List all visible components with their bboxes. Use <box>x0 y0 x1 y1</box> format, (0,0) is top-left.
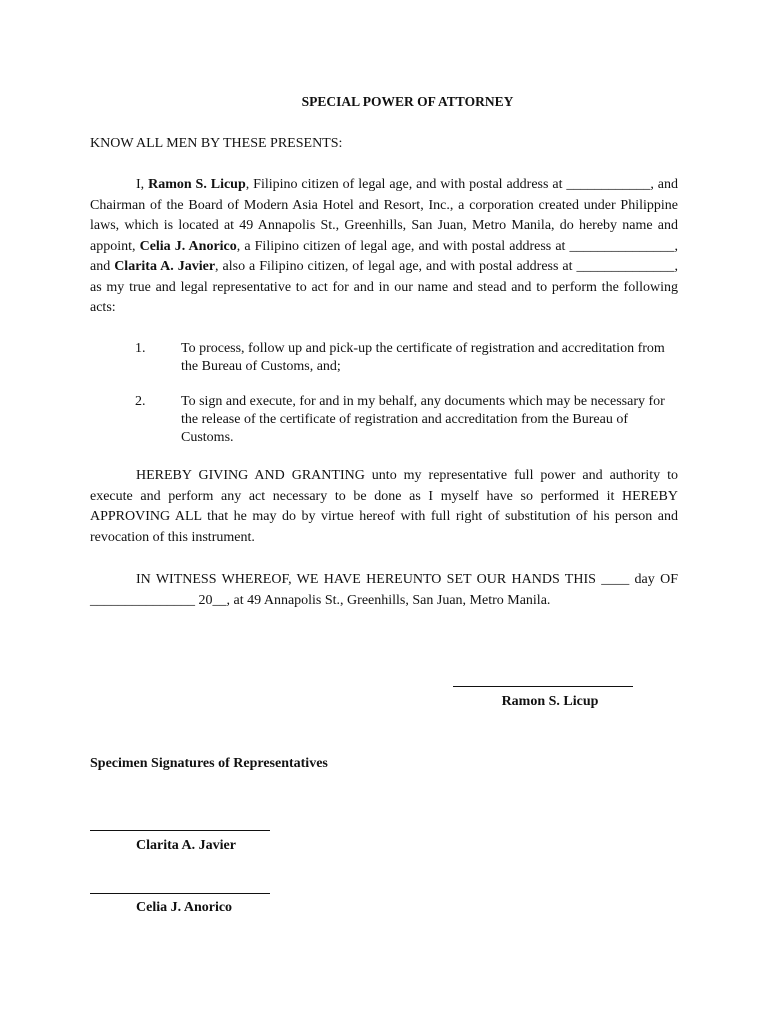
p1-text-1: I, <box>136 177 149 192</box>
document-title: SPECIAL POWER OF ATTORNEY <box>301 94 514 109</box>
representative-1-inline: Celia J. Anorico <box>139 238 237 254</box>
representative-1-name: Clarita A. Javier <box>136 838 236 853</box>
representative-1-signature-line <box>90 830 270 831</box>
principal-name: Ramon S. Licup <box>501 694 599 709</box>
appointment-paragraph <box>90 175 678 319</box>
granting-paragraph <box>90 466 678 548</box>
list-item-number: 1. <box>135 341 146 356</box>
representative-2-name: Celia J. Anorico <box>136 900 233 915</box>
witness-text: IN WITNESS WHEREOF, WE HAVE HEREUNTO SET OUR HANDS THIS ____ day OF _______________ 20__, at 49 Annapolis St., Greenhills, San Juan, Metro Manila. <box>90 572 678 608</box>
p1-text-4: , also a Filipino citizen, of legal age, and with postal address at ______________, as my true and legal representative to act for and in our name and stead and to perform the following acts: <box>90 259 678 315</box>
principal-signature-line <box>453 686 633 687</box>
greeting-line: KNOW ALL MEN BY THESE PRESENTS: <box>90 136 343 151</box>
representative-2-signature-line <box>90 893 270 894</box>
witness-paragraph <box>90 570 678 611</box>
granting-text: HEREBY GIVING AND GRANTING unto my representative full power and authority to execute and perform any act necessary to be done as I myself have so performed it HEREBY APPROVING ALL that he may do by virtue hereof with full right of substitution of his person and revocation of this instrument. <box>90 468 678 545</box>
list-item-text: To sign and execute, for and in my behalf, any documents which may be necessary for the release of the certificate of registration and accreditation from the Bureau of Customs. <box>181 394 665 445</box>
representative-2-inline: Clarita A. Javier <box>114 259 216 274</box>
list-item-number: 2. <box>135 394 146 409</box>
p1-text-2: , Filipino citizen of legal age, and with postal address at ____________, and Chairman of the Board of Modern Asia Hotel and Resort, Inc., a corporation created under Philippine laws, which is located at 49 Annapolis St., Greenhills, San Juan, Metro Manila, do hereby name and appoint, <box>90 177 678 254</box>
list-item-text: To process, follow up and pick-up the certificate of registration and accreditation from the Bureau of Customs, and; <box>181 341 665 374</box>
principal-name-inline: Ramon S. Licup <box>148 177 246 192</box>
specimen-heading: Specimen Signatures of Representatives <box>90 756 328 771</box>
p1-text-3: , a Filipino citizen of legal age, and with postal address at _______________, and <box>90 238 678 274</box>
